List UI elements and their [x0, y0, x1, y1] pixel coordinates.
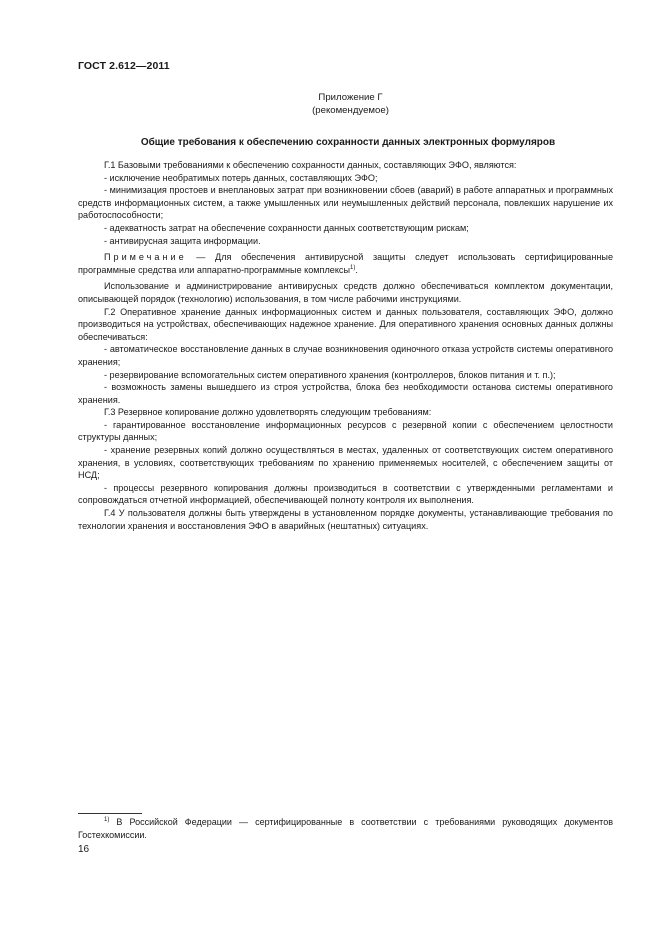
page-number: 16: [78, 844, 90, 855]
footnote: [78, 816, 613, 841]
footnote-text: [78, 816, 613, 841]
footnote-ref: 1): [350, 264, 356, 271]
list-item: - возможность замены вышедшего из строя устройства, блока без необходимости останова системы оперативного хранения.: [78, 382, 613, 405]
appendix-heading: [0, 91, 661, 117]
paragraph: Г.1 Базовыми требованиями к обеспечению сохранности данных, составляющих ЭФО, являются:: [104, 160, 517, 170]
appendix-title: Приложение Г: [318, 92, 383, 103]
list-item: - минимизация простоев и внеплановых затрат при возникновении сбоев (аварий) в работе аппаратных и программных средств информационных систем, а также умышленных или неумышленных действий персонала, повлекших нарушение их работоспособности;: [78, 185, 613, 221]
list-item: - резервирование вспомогательных систем оперативного хранения (контроллеров, блоков питания и т. п.);: [104, 369, 556, 380]
note-label: Примечание: [104, 252, 187, 263]
footnote-body: В Российской Федерации — сертифицированные в соответствии с требованиями руководящих документов Гостехкомиссии.: [78, 817, 613, 840]
document-header: ГОСТ 2.612—2011: [78, 60, 170, 72]
note: [78, 251, 613, 276]
list-item: - исключение необратимых потерь данных, составляющих ЭФО;: [104, 172, 378, 183]
paragraph: Г.3 Резервное копирование должно удовлетворять следующим требованиям:: [104, 407, 432, 418]
list-item: - автоматическое восстановление данных в случае возникновения одиночного отказа устройств системы оперативного хранения;: [78, 344, 613, 367]
body-text: [78, 159, 613, 532]
note-end: .: [355, 264, 358, 275]
section-title: Общие требования к обеспечению сохранности данных электронных формуляров: [140, 137, 556, 148]
list-item: - процессы резервного копирования должны производиться в соответствии с утвержденными регламентами и сопровождаться отчетной информацией, обеспечивающей полноту контроля их выполнения.: [78, 482, 613, 506]
paragraph: Г.2 Оперативное хранение данных информационных систем и данных пользователя, составляющих ЭФО, должно производиться на устройствах, обеспечивающих надежное хранение. Для оперативного хранения основных данных должны обеспечиваться:: [78, 306, 613, 342]
list-item: - антивирусная защита информации.: [104, 235, 261, 246]
list-item: - хранение резервных копий должно осуществляться в местах, удаленных от соответствующих систем оперативного хранения, в условиях, соответствующих требованиям по хранению применяемых носителей, с обеспечением защиты от НСД;: [78, 445, 613, 481]
paragraph: Использование и администрирование антивирусных средств должно обеспечиваться комплектом документации, описывающей порядок (технологию) использования, в том числе рабочими инструкциями.: [78, 281, 613, 304]
footnote-mark: 1): [104, 817, 110, 823]
note-text: — Для обеспечения антивирусной защиты следует использовать сертифицированные программные средства или аппаратно-программные комплексы: [78, 252, 613, 275]
list-item: - адекватность затрат на обеспечение сохранности данных соответствующим рискам;: [104, 222, 469, 233]
paragraph: Г.4 У пользователя должны быть утверждены в установленном порядке документы, устанавливающие требования по технологии хранения и восстановления ЭФО в аварийных (нештатных) ситуациях.: [78, 508, 613, 531]
appendix-status: (рекомендуемое): [312, 105, 389, 116]
list-item: - гарантированное восстановление информационных ресурсов с резервной копии с обеспечением целостности структуры данных;: [78, 419, 613, 443]
footnote-divider: [78, 813, 142, 814]
